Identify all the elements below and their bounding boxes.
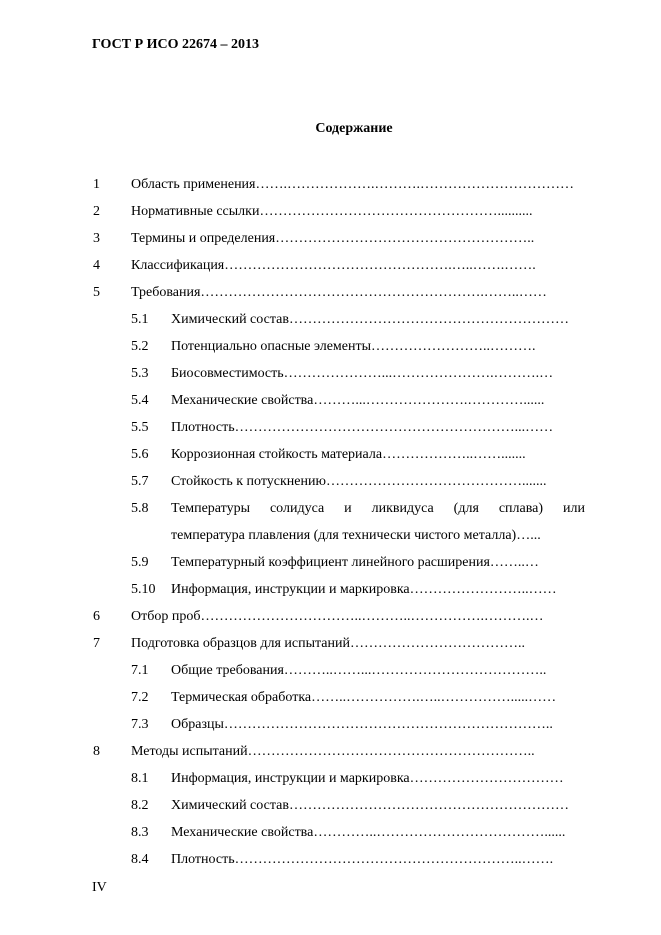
toc-title: Содержание: [315, 121, 393, 136]
toc-entry-text: Образцы……………………………………………………………..: [171, 717, 553, 732]
toc-entry-number: 5: [93, 285, 100, 300]
toc-entry-text: Классификация………………………………………….…..…….…….: [131, 258, 536, 273]
toc-entry-number: 7: [93, 636, 100, 651]
toc-entry-text: Температуры солидуса и ликвидуса (для сплава) или: [171, 501, 585, 516]
toc-entry-text: Механические свойства………...………………….…………......: [171, 393, 545, 408]
toc-entry-text: Методы испытаний……………………………………………………..: [131, 744, 535, 759]
toc-entry-text: Нормативные ссылки……………………………………………..........: [131, 204, 533, 219]
toc-entry-text: Подготовка образцов для испытаний………………………………..: [131, 636, 525, 651]
toc-entry-text: Общие требования………..……...………………………………..: [171, 663, 547, 678]
toc-entry-number: 4: [93, 258, 100, 273]
toc-entry-number: 3: [93, 231, 100, 246]
toc-entry-text: Термическая обработка……..…………….…..…………….....……: [171, 690, 557, 705]
toc-entry-number: 8.4: [131, 852, 149, 867]
toc-entry-number: 5.8: [131, 501, 149, 516]
toc-entry-text: Требования…………………………………………………….……..……: [131, 285, 547, 300]
toc-entry-text: Химический состав……………………………………………………: [171, 312, 569, 327]
toc-entry-text: Область применения…….……………….……….……………………………: [131, 177, 574, 192]
toc-entry-text-continued: температура плавления (для технически чистого металла)…...: [171, 528, 541, 543]
toc-entry-text: Отбор проб……………………………..………..…………….……….…: [131, 609, 544, 624]
toc-entry-number: 8: [93, 744, 100, 759]
toc-entry-number: 5.3: [131, 366, 149, 381]
toc-entry-text: Плотность……………………………………………………..…….: [171, 852, 554, 867]
toc-entry-text: Термины и определения………………………………………………..: [131, 231, 535, 246]
toc-entry-text: Химический состав……………………………………………………: [171, 798, 569, 813]
toc-entry-number: 5.6: [131, 447, 149, 462]
toc-entry-number: 5.2: [131, 339, 149, 354]
toc-entry-number: 7.3: [131, 717, 149, 732]
toc-entry-number: 8.3: [131, 825, 149, 840]
toc-entry-text: Информация, инструкции и маркировка……………………………: [171, 771, 564, 786]
toc-entry-text: Температурный коэффициент линейного расширения……..…: [171, 555, 539, 570]
toc-entry-number: 2: [93, 204, 100, 219]
toc-entry-text: Биосовместимость…………………...………………….……….…: [171, 366, 554, 381]
toc-entry-number: 6: [93, 609, 100, 624]
toc-entry-text: Информация, инструкции и маркировка……………………..……: [171, 582, 557, 597]
toc-entry-number: 8.2: [131, 798, 149, 813]
page-number: IV: [92, 880, 107, 895]
toc-entry-number: 8.1: [131, 771, 149, 786]
toc-entry-number: 7.2: [131, 690, 149, 705]
toc-entry-number: 5.9: [131, 555, 149, 570]
toc-entry-text: Коррозионная стойкость материала………………..…….......: [171, 447, 526, 462]
toc-entry-text: Стойкость к потускнению…………………………………….......: [171, 474, 547, 489]
toc-entry-number: 5.4: [131, 393, 149, 408]
toc-entry-text: Механические свойства…………..………………………………......: [171, 825, 566, 840]
toc-entry-text: Плотность……………………………………………………...……: [171, 420, 554, 435]
toc-entry-text: Потенциально опасные элементы……………………..……….: [171, 339, 536, 354]
toc-entry-number: 7.1: [131, 663, 149, 678]
toc-entry-number: 5.10: [131, 582, 156, 597]
toc-entry-number: 1: [93, 177, 100, 192]
toc-entry-number: 5.1: [131, 312, 149, 327]
toc-entry-number: 5.7: [131, 474, 149, 489]
document-header: ГОСТ Р ИСО 22674 – 2013: [92, 37, 260, 52]
toc-entry-number: 5.5: [131, 420, 149, 435]
